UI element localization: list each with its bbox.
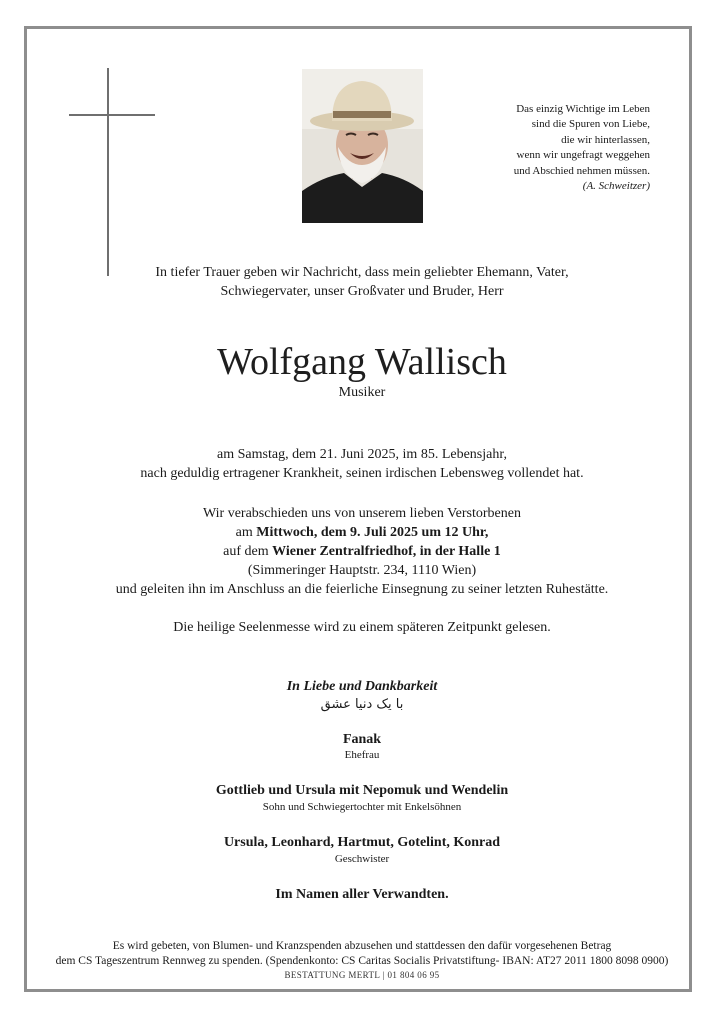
quote-block: [460, 102, 650, 194]
funeral-date-prefix: am: [235, 525, 257, 540]
gratitude-line: In Liebe und Dankbarkeit: [286, 679, 438, 694]
death-notice: [28, 445, 696, 483]
quote-line: sind die Spuren von Liebe,: [531, 118, 650, 131]
death-line: am Samstag, dem 21. Juni 2025, im 85. Lebensjahr,: [217, 447, 507, 462]
funeral-date-line: [28, 523, 696, 542]
donation-notice: [28, 939, 696, 969]
quote-author: (A. Schweitzer): [582, 180, 650, 193]
funeral-details: [28, 504, 696, 599]
funeral-line: und geleiten ihn im Anschluss an die feierliche Einsegnung zu seiner letzten Ruhestätte.: [115, 582, 609, 597]
funeral-address: (Simmeringer Hauptstr. 234, 1110 Wien): [247, 563, 477, 578]
family-member-relation: Ehefrau: [344, 749, 380, 761]
donation-line: Es wird gebeten, von Blumen- und Kranzspenden abzusehen und stattdessen den dafür vorgesehenen Betrag: [112, 940, 612, 952]
funeral-place-prefix: auf dem: [223, 544, 273, 559]
family-member-relation: Sohn und Schwiegertochter mit Enkelsöhnen: [262, 801, 462, 813]
family-member-relation: Geschwister: [334, 853, 390, 865]
persian-line: با یک دنیا عشق: [320, 697, 404, 712]
funeral-place-line: [28, 542, 696, 561]
closing-line: Im Namen aller Verwandten.: [275, 887, 449, 902]
cross-icon-horizontal: [69, 114, 155, 116]
quote-line: die wir hinterlassen,: [561, 133, 650, 146]
cross-icon-vertical: [107, 68, 109, 276]
deceased-name: Wolfgang Wallisch: [217, 341, 507, 383]
deceased-occupation: Musiker: [338, 385, 386, 400]
family-member-names: Fanak: [342, 732, 382, 747]
funeral-line: Wir verabschieden uns von unserem lieben Verstorbenen: [203, 506, 521, 521]
family-member-names: Gottlieb und Ursula mit Nepomuk und Wendelin: [215, 783, 509, 798]
intro-line: In tiefer Trauer geben wir Nachricht, dass mein geliebter Ehemann, Vater,: [155, 265, 569, 280]
quote-line: und Abschied nehmen müssen.: [513, 164, 650, 177]
mass-notice: Die heilige Seelenmesse wird zu einem späteren Zeitpunkt gelesen.: [173, 620, 551, 635]
death-line: nach geduldig ertragener Krankheit, seinen irdischen Lebensweg vollendet hat.: [140, 466, 584, 481]
donation-line: dem CS Tageszentrum Rennweg zu spenden. (Spendenkonto: CS Caritas Socialis Privatstiftung- IBAN: AT27 2011 1800 8098 0900): [55, 955, 669, 967]
quote-line: wenn wir ungefragt weggehen: [516, 149, 650, 162]
funeral-place: Wiener Zentralfriedhof, in der Halle 1: [272, 544, 501, 559]
announcement-intro: [28, 263, 696, 301]
intro-line: Schwiegervater, unser Großvater und Bruder, Herr: [220, 284, 504, 299]
portrait-photo: [302, 69, 423, 223]
undertaker-footer: BESTATTUNG MERTL | 01 804 06 95: [284, 970, 440, 980]
family-member-names: Ursula, Leonhard, Hartmut, Gotelint, Konrad: [223, 835, 501, 850]
funeral-date: Mittwoch, dem 9. Juli 2025 um 12 Uhr,: [256, 525, 489, 540]
quote-line: Das einzig Wichtige im Leben: [516, 103, 650, 115]
